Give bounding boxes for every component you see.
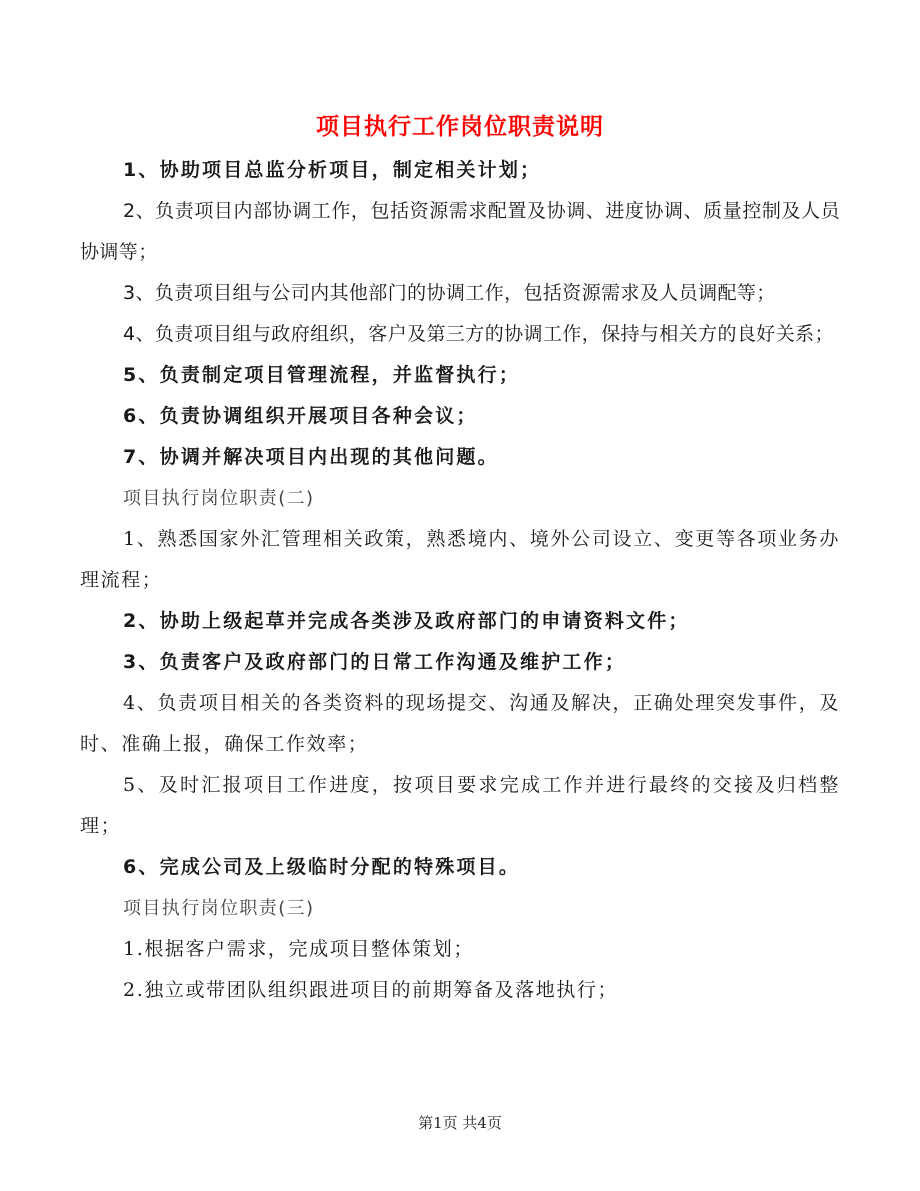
section-heading-3: 项目执行岗位职责(三) xyxy=(123,898,315,919)
section-heading-2: 项目执行岗位职责(二) xyxy=(123,488,315,509)
paragraph-s2-duty-2: 2、协助上级起草并完成各类涉及政府部门的申请资料文件； xyxy=(123,610,690,632)
paragraph-duty-2: 2、负责项目内部协调工作，包括资源需求配置及协调、进度协调、质量控制及人员协调等； xyxy=(80,200,840,263)
document-body xyxy=(80,150,840,1011)
document-title: 项目执行工作岗位职责说明 xyxy=(316,114,604,140)
paragraph-s3-duty-2: 2.独立或带团队组织跟进项目的前期筹备及落地执行； xyxy=(123,979,619,1001)
paragraph-duty-6: 6、负责协调组织开展项目各种会议； xyxy=(123,405,478,427)
paragraph-s2-duty-4: 4、负责项目相关的各类资料的现场提交、沟通及解决，正确处理突发事件，及时、准确上报，确保工作效率； xyxy=(80,692,840,755)
paragraph-s2-duty-6: 6、完成公司及上级临时分配的特殊项目。 xyxy=(123,856,521,878)
paragraph-s3-duty-1: 1.根据客户需求，完成项目整体策划； xyxy=(123,938,474,960)
paragraph-s2-duty-5: 5、及时汇报项目工作进度，按项目要求完成工作并进行最终的交接及归档整理； xyxy=(80,774,840,837)
paragraph-duty-4: 4、负责项目组与政府组织，客户及第三方的协调工作，保持与相关方的良好关系； xyxy=(123,323,834,345)
paragraph-s2-duty-1: 1、熟悉国家外汇管理相关政策，熟悉境内、境外公司设立、变更等各项业务办理流程； xyxy=(80,528,840,591)
paragraph-duty-7: 7、协调并解决项目内出现的其他问题。 xyxy=(123,446,499,468)
page-number-footer: 第1页 共4页 xyxy=(418,1114,502,1132)
paragraph-duty-3: 3、负责项目组与公司内其他部门的协调工作，包括资源需求及人员调配等； xyxy=(123,282,776,304)
paragraph-duty-5: 5、负责制定项目管理流程，并监督执行； xyxy=(123,364,521,386)
paragraph-duty-1: 1、协助项目总监分析项目，制定相关计划； xyxy=(123,159,542,181)
paragraph-s2-duty-3: 3、负责客户及政府部门的日常工作沟通及维护工作； xyxy=(123,651,627,673)
